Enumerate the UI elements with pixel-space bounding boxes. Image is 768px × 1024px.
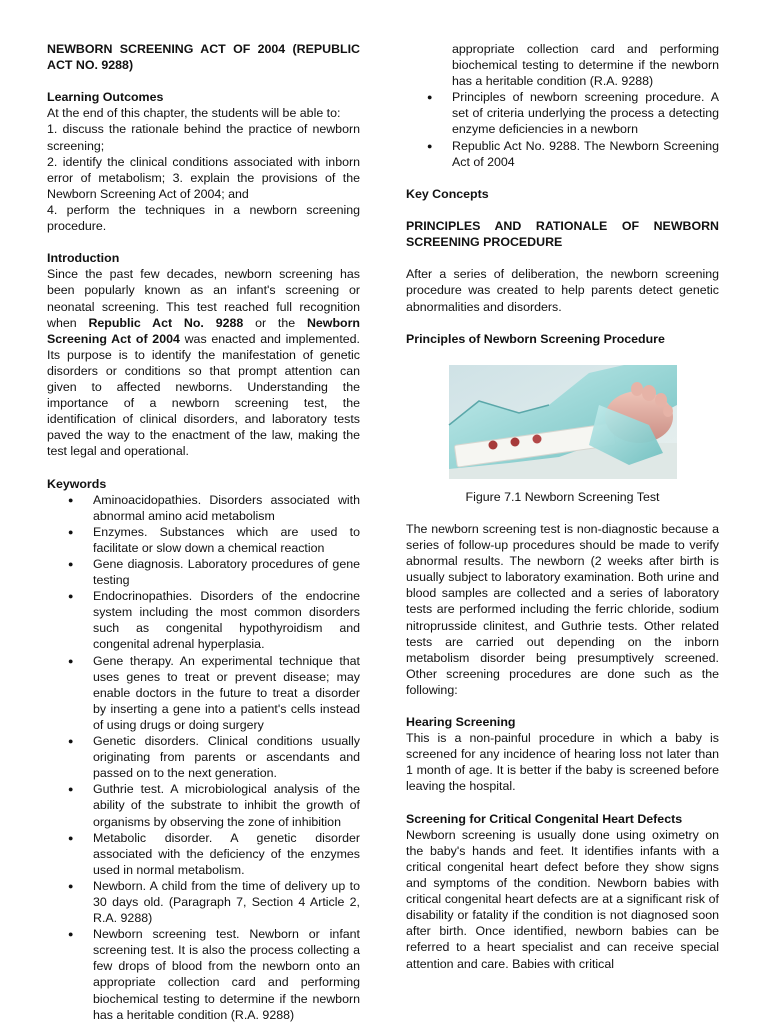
keywords-list-continued (406, 89, 719, 169)
keywords-list (47, 492, 360, 1022)
right-column (406, 0, 719, 972)
introduction-paragraph (47, 266, 360, 459)
principles-text: The newborn screening test is non-diagnostic because a series of follow-up procedures should be made to verify abnormal results. The newborn (2 weeks after birth is usually subject to laboratory examination. Both urine and blood samples are collected and a series of laboratory tests are performed including the ferric chloride, sodium nitroprusside clinitest, and Guthrie tests. Other related tests are carried out depending on the inborn metabolism disorder being presumptively screened. Other screening procedures are done such as the following: (406, 521, 719, 697)
keyword-item: ● Gene diagnosis. Laboratory procedures of gene testing (47, 556, 360, 588)
hearing-screening-heading: Hearing Screening (406, 715, 516, 730)
keyword-item: ● Gene therapy. An experimental technique that uses genes to treat or prevent disease; may enable doctors in the future to treat a disorder by inserting a gene into a patient's cells instead of using drugs or doing surgery (47, 653, 360, 733)
keyword-item: ● Endocrinopathies. Disorders of the endocrine system including the most common disorders such as congenital hypothyroidism and congenital adrenal hyperplasia. (47, 588, 360, 652)
principles-rationale-heading: PRINCIPLES AND RATIONALE OF NEWBORN SCREENING PROCEDURE (406, 219, 719, 250)
introduction-bold-ra: Republic Act No. 9288 (88, 315, 244, 330)
introduction-heading: Introduction (47, 251, 120, 266)
introduction-text: was enacted and implemented. Its purpose is to identify the manifestation of genetic disorders or conditions so that prompt attention can given to affected newborns. Understanding the importance of a newborn screening test, the identification of clinical disorders, and laboratory tests paved the way to the enactment of the law, making the test legal and operational. (47, 331, 360, 459)
keyword-item: ● Aminoacidopathies. Disorders associated with abnormal amino acid metabolism (47, 492, 360, 524)
keyword-item: ● Genetic disorders. Clinical conditions usually originating from parents or ascendants and passed on to the next generation. (47, 733, 360, 781)
keyword-item: ● Principles of newborn screening procedure. A set of criteria underlying the process a detecting enzyme deficiencies in a newborn (406, 89, 719, 137)
learning-outcomes-line: 2. identify the clinical conditions associated with inborn error of metabolism; 3. explain the provisions of the Newborn Screening Act of 2004; and (47, 154, 360, 201)
introduction-text: or the (243, 315, 307, 330)
keyword-item: ● Enzymes. Substances which are used to facilitate or slow down a chemical reaction (47, 524, 360, 556)
principles-heading: Principles of Newborn Screening Procedure (406, 331, 665, 346)
keyword-item: ● Newborn screening test. Newborn or infant screening test. It is also the process collecting a few drops of blood from the newborn onto an appropriate collection card and performing biochemical testing to determine if the newborn has a heritable condition (R.A. 9288) (47, 926, 360, 974)
learning-outcomes-heading: Learning Outcomes (47, 90, 164, 105)
cchd-heading: Screening for Critical Congenital Heart Defects (406, 811, 683, 826)
learning-outcomes-line: 1. discuss the rationale behind the practice of newborn screening; (47, 122, 360, 153)
document-title: NEWBORN SCREENING ACT OF 2004 (REPUBLIC ACT NO. 9288) (47, 42, 360, 73)
learning-outcomes-line: 4. perform the techniques in a newborn screening procedure. (47, 202, 360, 234)
principles-rationale-text: After a series of deliberation, the newborn screening procedure was created to help parents detect genetic abnormalities and disorders. (406, 267, 719, 314)
keyword-item-continuation: appropriate collection card and performing biochemical testing to determine if the newborn has a heritable condition (R.A. 9288) (452, 42, 719, 89)
left-column (47, 0, 360, 1022)
keyword-item: ● Metabolic disorder. A genetic disorder associated with the deficiency of the enzymes used in normal metabolism. (47, 830, 360, 878)
keywords-heading: Keywords (47, 476, 107, 491)
learning-outcomes-line: At the end of this chapter, the students will be able to: (47, 106, 341, 121)
newborn-screening-photo (449, 365, 677, 479)
keyword-item: ● Guthrie test. A microbiological analysis of the ability of the substrate to inhibit the growth of organisms by observing the zone of inhibition (47, 781, 360, 829)
key-concepts-heading: Key Concepts (406, 186, 489, 201)
cchd-text: Newborn screening is usually done using oximetry on the baby's hands and feet. It identifies infants with a critical congenital heart defect before they show signs and symptoms of the condition. Newborn babies with critical congenital heart defects are at a significant risk of disability or fatality if the condition is not diagnosed soon after birth. Once identified, newborn babies can be referred to a heart specialist and can receive special attention and care. Babies with critical (406, 827, 719, 971)
hearing-screening-text: This is a non-painful procedure in which a baby is screened for any incidence of hearing loss not later than 1 month of age. It is better if the baby is screened before leaving the hospital. (406, 731, 719, 794)
keyword-item: ● Newborn. A child from the time of delivery up to 30 days old. (Paragraph 7, Section 4 Article 2, R.A. 9288) (47, 878, 360, 926)
keyword-item: ● Republic Act No. 9288. The Newborn Screening Act of 2004 (406, 138, 719, 170)
introduction-text: Since the past few decades, newborn screening has been popularly known as an infant's screening or neonatal screening. This test reached full recognition when (47, 267, 360, 330)
figure-caption: Figure 7.1 Newborn Screening Test (465, 489, 660, 504)
introduction-bold-act: Newborn Screening Act of 2004 (47, 315, 360, 346)
